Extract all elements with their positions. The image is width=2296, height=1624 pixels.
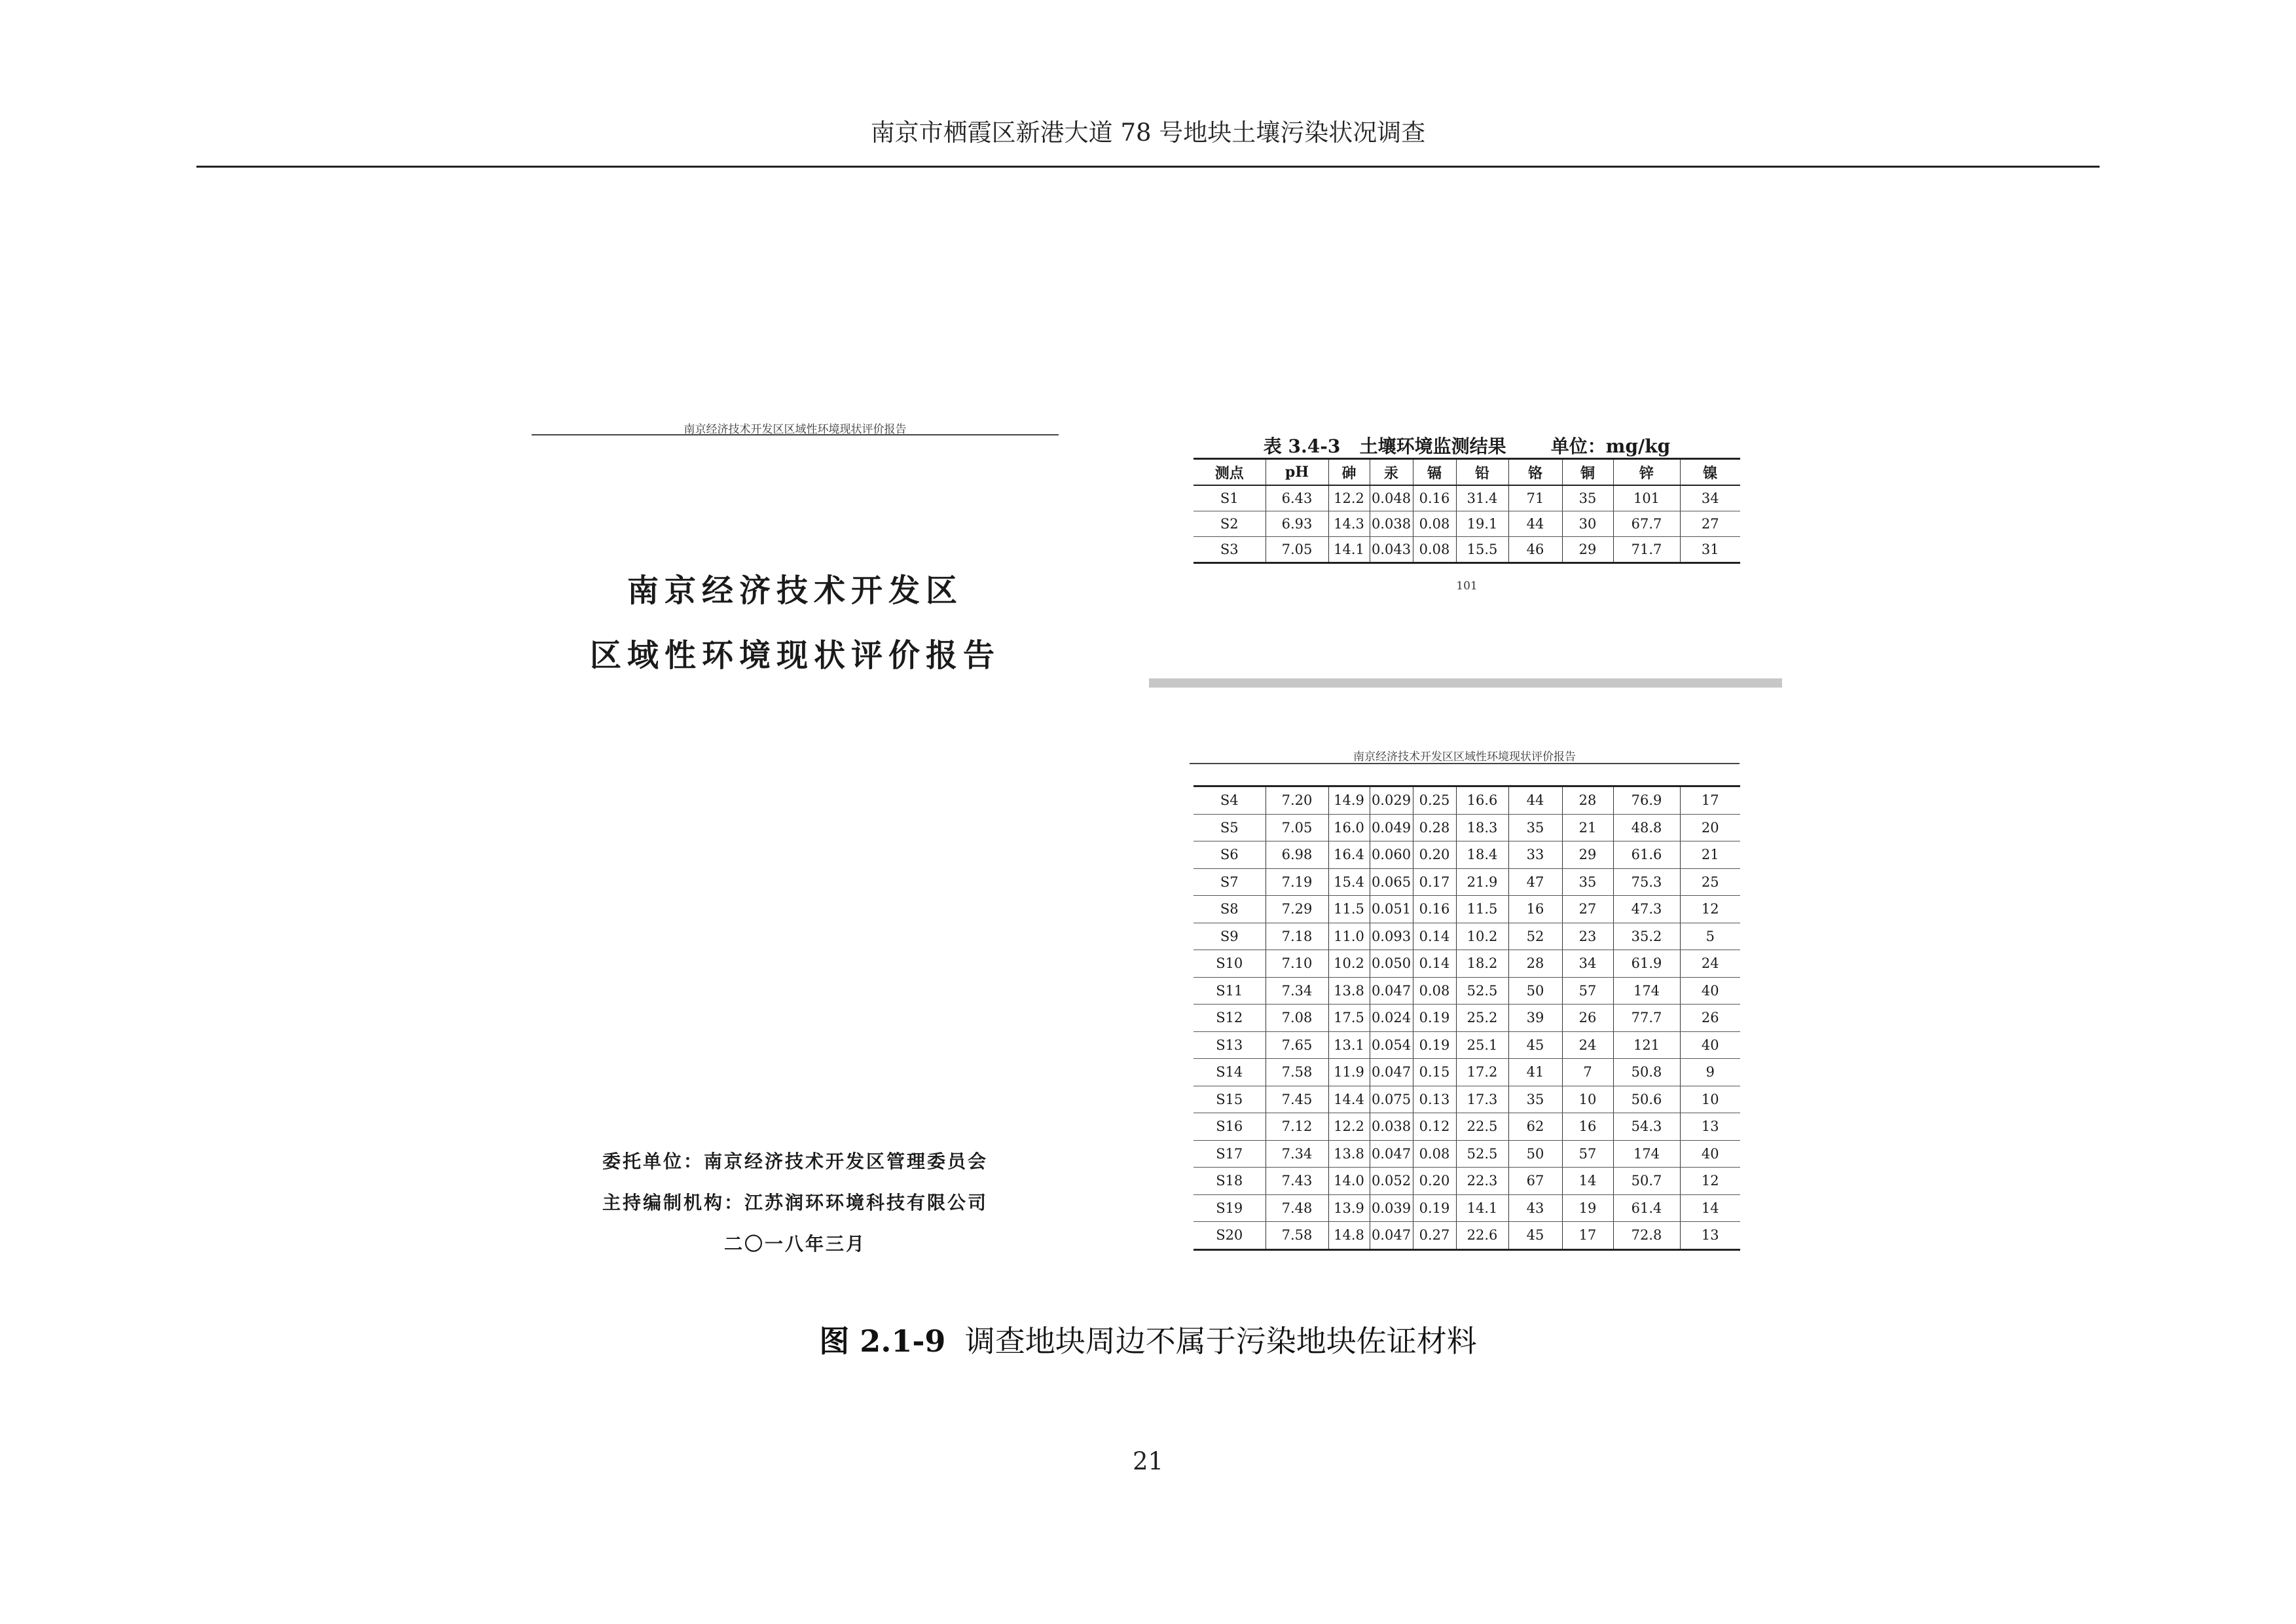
table-row [1194,977,1740,1005]
table-cell: 0.19 [1413,1031,1456,1059]
table-cell: 13.1 [1328,1031,1370,1059]
table-cell: 17 [1562,1222,1613,1250]
table-row [1194,896,1740,923]
table-cell-point: S12 [1194,1005,1266,1032]
table-cell-point: S17 [1194,1140,1266,1168]
table-cell: 28 [1508,950,1562,978]
table-row [1194,537,1740,563]
table-row [1194,1005,1740,1032]
table-cell: 11.5 [1456,896,1508,923]
table-cell: 31 [1680,537,1740,563]
table-cell: 18.2 [1456,950,1508,978]
table-cell: 5 [1680,923,1740,950]
table-cell: 0.047 [1370,1140,1413,1168]
table-cell: 46 [1508,537,1562,563]
table-cell: 0.08 [1413,511,1456,537]
table-cell: 71 [1508,485,1562,511]
table-cell: 57 [1562,977,1613,1005]
table-cell: 61.9 [1613,950,1680,978]
table-cell: 71.7 [1613,537,1680,563]
table-cell: 40 [1680,1031,1740,1059]
table-row [1194,1194,1740,1222]
table-cell: 0.08 [1413,1140,1456,1168]
table-cell: 0.048 [1370,485,1413,511]
table-cell: 0.16 [1413,896,1456,923]
table-cell: 7.58 [1266,1059,1328,1086]
table-cell: 0.051 [1370,896,1413,923]
figure-number: 图 2.1-9 [819,1323,946,1359]
table-cell: 31.4 [1456,485,1508,511]
scan-head-rule [1190,763,1740,764]
table-cell: 20 [1680,814,1740,841]
table-cell-point: S4 [1194,786,1266,815]
table-cell: 10 [1562,1086,1613,1113]
table-cell: 26 [1562,1005,1613,1032]
table-cell: 0.20 [1413,1168,1456,1195]
table-cell-point: S8 [1194,896,1266,923]
table-cell: 12 [1680,1168,1740,1195]
table-cell: 47 [1508,868,1562,896]
table-cell-point: S3 [1194,537,1266,563]
table-cell: 75.3 [1613,868,1680,896]
table-cell: 12 [1680,896,1740,923]
column-header: 铅 [1456,459,1508,486]
table-cell: 44 [1508,786,1562,815]
column-header: 铜 [1562,459,1613,486]
table-cell: 45 [1508,1222,1562,1250]
table-cell: 0.13 [1413,1086,1456,1113]
table-cell: 13.8 [1328,1140,1370,1168]
table-cell: 7.43 [1266,1168,1328,1195]
table-cell: 0.12 [1413,1113,1456,1141]
table-cell: 7.18 [1266,923,1328,950]
table-cell: 50.7 [1613,1168,1680,1195]
figure-title: 调查地块周边不属于污染地块佐证材料 [964,1323,1477,1359]
table-cell: 18.3 [1456,814,1508,841]
table-row [1194,841,1740,869]
table-cell: 0.047 [1370,1222,1413,1250]
column-header: 镉 [1413,459,1456,486]
table-cell: 50 [1508,977,1562,1005]
table-cell: 27 [1680,511,1740,537]
table-cell: 17 [1680,786,1740,815]
table-cell: 16.0 [1328,814,1370,841]
figure-caption [196,1318,2100,1361]
table-cell: 76.9 [1613,786,1680,815]
table-cell: 9 [1680,1059,1740,1086]
table-cell: 0.19 [1413,1005,1456,1032]
table-cell-point: S15 [1194,1086,1266,1113]
table-cell-point: S16 [1194,1113,1266,1141]
table-cell: 61.4 [1613,1194,1680,1222]
table-cell: 7.08 [1266,1005,1328,1032]
table-cell-point: S19 [1194,1194,1266,1222]
header-rule [196,166,2100,168]
cover-head-rule [532,434,1059,435]
table-cell: 45 [1508,1031,1562,1059]
table-cell-point: S5 [1194,814,1266,841]
table-cell: 10 [1680,1086,1740,1113]
table-cell: 48.8 [1613,814,1680,841]
table-cell: 52.5 [1456,1140,1508,1168]
table-cell-point: S20 [1194,1222,1266,1250]
table-cell-point: S11 [1194,977,1266,1005]
table-cell: 40 [1680,1140,1740,1168]
table-cell: 10.2 [1328,950,1370,978]
table-cell: 35 [1508,1086,1562,1113]
scan-page-number: 101 [1456,580,1478,593]
table-cell: 0.19 [1413,1194,1456,1222]
table-cell: 11.0 [1328,923,1370,950]
column-header: 汞 [1370,459,1413,486]
table-cell-point: S7 [1194,868,1266,896]
table-cell: 62 [1508,1113,1562,1141]
table-cell: 7.05 [1266,814,1328,841]
table-cell-point: S18 [1194,1168,1266,1195]
table-cell: 11.9 [1328,1059,1370,1086]
table-cell: 29 [1562,841,1613,869]
cover-compiler: 主持编制机构：江苏润环环境科技有限公司 [602,1192,988,1213]
table-cell: 0.093 [1370,923,1413,950]
table-cell: 0.20 [1413,841,1456,869]
table-row [1194,1059,1740,1086]
table-cell: 0.28 [1413,814,1456,841]
table-cell: 14 [1680,1194,1740,1222]
table-cell: 7.58 [1266,1222,1328,1250]
cover-date: 二〇一八年三月 [723,1233,866,1255]
table-cell: 19 [1562,1194,1613,1222]
table-cell: 6.93 [1266,511,1328,537]
table-cell: 7.45 [1266,1086,1328,1113]
table-cell: 24 [1562,1031,1613,1059]
table-cell: 0.047 [1370,1059,1413,1086]
table-cell: 0.14 [1413,950,1456,978]
table-cell: 16.6 [1456,786,1508,815]
table-cell: 72.8 [1613,1222,1680,1250]
table-cell: 0.050 [1370,950,1413,978]
table-row [1194,923,1740,950]
table-cell: 14.8 [1328,1222,1370,1250]
table-cell: 61.6 [1613,841,1680,869]
table-cell-point: S10 [1194,950,1266,978]
table-cell: 23 [1562,923,1613,950]
table-cell: 0.060 [1370,841,1413,869]
table-cell: 15.4 [1328,868,1370,896]
table-cell: 24 [1680,950,1740,978]
table-cell: 28 [1562,786,1613,815]
table-cell: 0.14 [1413,923,1456,950]
table-cell: 50.6 [1613,1086,1680,1113]
table-cell: 50 [1508,1140,1562,1168]
table-cell: 15.5 [1456,537,1508,563]
table-cell: 14.3 [1328,511,1370,537]
table-cell: 25 [1680,868,1740,896]
table-row [1194,868,1740,896]
table-cell: 174 [1613,1140,1680,1168]
table-cell: 57 [1562,1140,1613,1168]
table-cell: 7.65 [1266,1031,1328,1059]
table-cell: 7.34 [1266,1140,1328,1168]
table-cell: 35 [1562,868,1613,896]
table-cell: 0.038 [1370,1113,1413,1141]
soil-monitoring-table-part2 [1194,785,1740,1251]
table-cell: 14.1 [1328,537,1370,563]
table-cell: 7.20 [1266,786,1328,815]
table-row [1194,1140,1740,1168]
cover-running-head: 南京经济技术开发区区域性环境现状评价报告 [683,423,907,436]
table-cell-point: S1 [1194,485,1266,511]
table-cell: 19.1 [1456,511,1508,537]
table-cell: 12.2 [1328,1113,1370,1141]
table-cell: 43 [1508,1194,1562,1222]
page-divider [1149,678,1782,688]
table-cell: 0.08 [1413,977,1456,1005]
column-header: 锌 [1613,459,1680,486]
table-cell: 14.1 [1456,1194,1508,1222]
table-cell: 0.15 [1413,1059,1456,1086]
table-cell: 7.12 [1266,1113,1328,1141]
table-cell: 0.043 [1370,537,1413,563]
table-cell: 50.8 [1613,1059,1680,1086]
column-header: 砷 [1328,459,1370,486]
table-cell: 13.9 [1328,1194,1370,1222]
table-row [1194,1222,1740,1250]
table-cell: 12.2 [1328,485,1370,511]
table-cell: 44 [1508,511,1562,537]
table-cell: 22.5 [1456,1113,1508,1141]
table-cell: 16 [1508,896,1562,923]
table-cell: 29 [1562,537,1613,563]
table-cell: 7.48 [1266,1194,1328,1222]
table-cell: 7.19 [1266,868,1328,896]
table-cell: 54.3 [1613,1113,1680,1141]
table-row [1194,814,1740,841]
table-cell: 13 [1680,1222,1740,1250]
table-cell: 0.049 [1370,814,1413,841]
table-cell: 13.8 [1328,977,1370,1005]
table-cell: 35 [1508,814,1562,841]
table-cell-point: S6 [1194,841,1266,869]
table-cell: 34 [1680,485,1740,511]
table-cell: 6.98 [1266,841,1328,869]
table-cell: 11.5 [1328,896,1370,923]
table-cell: 47.3 [1613,896,1680,923]
table-cell: 0.08 [1413,537,1456,563]
table-cell: 0.024 [1370,1005,1413,1032]
table-cell: 21 [1680,841,1740,869]
table-cell: 0.054 [1370,1031,1413,1059]
table-row [1194,1031,1740,1059]
table-cell: 7.05 [1266,537,1328,563]
table-cell: 40 [1680,977,1740,1005]
table-cell: 13 [1680,1113,1740,1141]
scan-running-head: 南京经济技术开发区区域性环境现状评价报告 [1353,750,1576,764]
table-cell-point: S14 [1194,1059,1266,1086]
table-cell: 67 [1508,1168,1562,1195]
column-header: 镍 [1680,459,1740,486]
table-cell-point: S9 [1194,923,1266,950]
table-cell: 14.0 [1328,1168,1370,1195]
table-cell-point: S2 [1194,511,1266,537]
table-header-row [1194,459,1740,486]
table-cell: 16 [1562,1113,1613,1141]
table-cell: 0.17 [1413,868,1456,896]
table-cell: 0.052 [1370,1168,1413,1195]
table-cell: 6.43 [1266,485,1328,511]
table-cell: 174 [1613,977,1680,1005]
table-cell: 35.2 [1613,923,1680,950]
table-cell: 39 [1508,1005,1562,1032]
table-cell: 25.2 [1456,1005,1508,1032]
table-cell: 33 [1508,841,1562,869]
table-cell: 0.039 [1370,1194,1413,1222]
table-row [1194,1113,1740,1141]
table-cell: 101 [1613,485,1680,511]
table-cell: 7.10 [1266,950,1328,978]
table-cell: 0.075 [1370,1086,1413,1113]
table-row [1194,485,1740,511]
table-caption: 表 3.4-3 土壤环境监测结果 单位：mg/kg [1263,435,1671,457]
table-cell: 41 [1508,1059,1562,1086]
table-cell: 26 [1680,1005,1740,1032]
table-cell-point: S13 [1194,1031,1266,1059]
table-cell: 18.4 [1456,841,1508,869]
table-cell: 34 [1562,950,1613,978]
table-cell: 21.9 [1456,868,1508,896]
table-cell: 17.5 [1328,1005,1370,1032]
table-cell: 22.3 [1456,1168,1508,1195]
table-cell: 35 [1562,485,1613,511]
table-cell: 0.27 [1413,1222,1456,1250]
table-cell: 25.1 [1456,1031,1508,1059]
table-cell: 22.6 [1456,1222,1508,1250]
table-cell: 14.9 [1328,786,1370,815]
table-cell: 0.029 [1370,786,1413,815]
table-cell: 16.4 [1328,841,1370,869]
table-cell: 7 [1562,1059,1613,1086]
table-row [1194,1168,1740,1195]
soil-monitoring-table-part1 [1194,458,1740,564]
table-cell: 0.16 [1413,485,1456,511]
table-cell: 77.7 [1613,1005,1680,1032]
table-cell: 7.34 [1266,977,1328,1005]
table-cell: 7.29 [1266,896,1328,923]
table-cell: 27 [1562,896,1613,923]
table-row [1194,511,1740,537]
table-cell: 17.2 [1456,1059,1508,1086]
table-cell: 14.4 [1328,1086,1370,1113]
table-row [1194,950,1740,978]
column-header: 铬 [1508,459,1562,486]
column-header: pH [1266,459,1328,486]
table-cell: 0.047 [1370,977,1413,1005]
table-cell: 0.25 [1413,786,1456,815]
table-cell: 10.2 [1456,923,1508,950]
table-cell: 67.7 [1613,511,1680,537]
table-cell: 0.038 [1370,511,1413,537]
cover-title-line2: 区域性环境现状评价报告 [589,637,1000,674]
table-row [1194,1086,1740,1113]
table-cell: 21 [1562,814,1613,841]
table-cell: 52.5 [1456,977,1508,1005]
table-cell: 14 [1562,1168,1613,1195]
cover-client: 委托单位：南京经济技术开发区管理委员会 [602,1151,988,1172]
cover-title-line1: 南京经济技术开发区 [627,572,963,609]
table-cell: 121 [1613,1031,1680,1059]
table-cell: 52 [1508,923,1562,950]
table-row [1194,786,1740,815]
table-cell: 30 [1562,511,1613,537]
page-number: 21 [1132,1447,1164,1475]
table-cell: 17.3 [1456,1086,1508,1113]
page-header-title: 南京市栖霞区新港大道 78 号地块土壤污染状况调查 [870,119,1426,147]
table-cell: 0.065 [1370,868,1413,896]
column-header: 测点 [1194,459,1266,486]
